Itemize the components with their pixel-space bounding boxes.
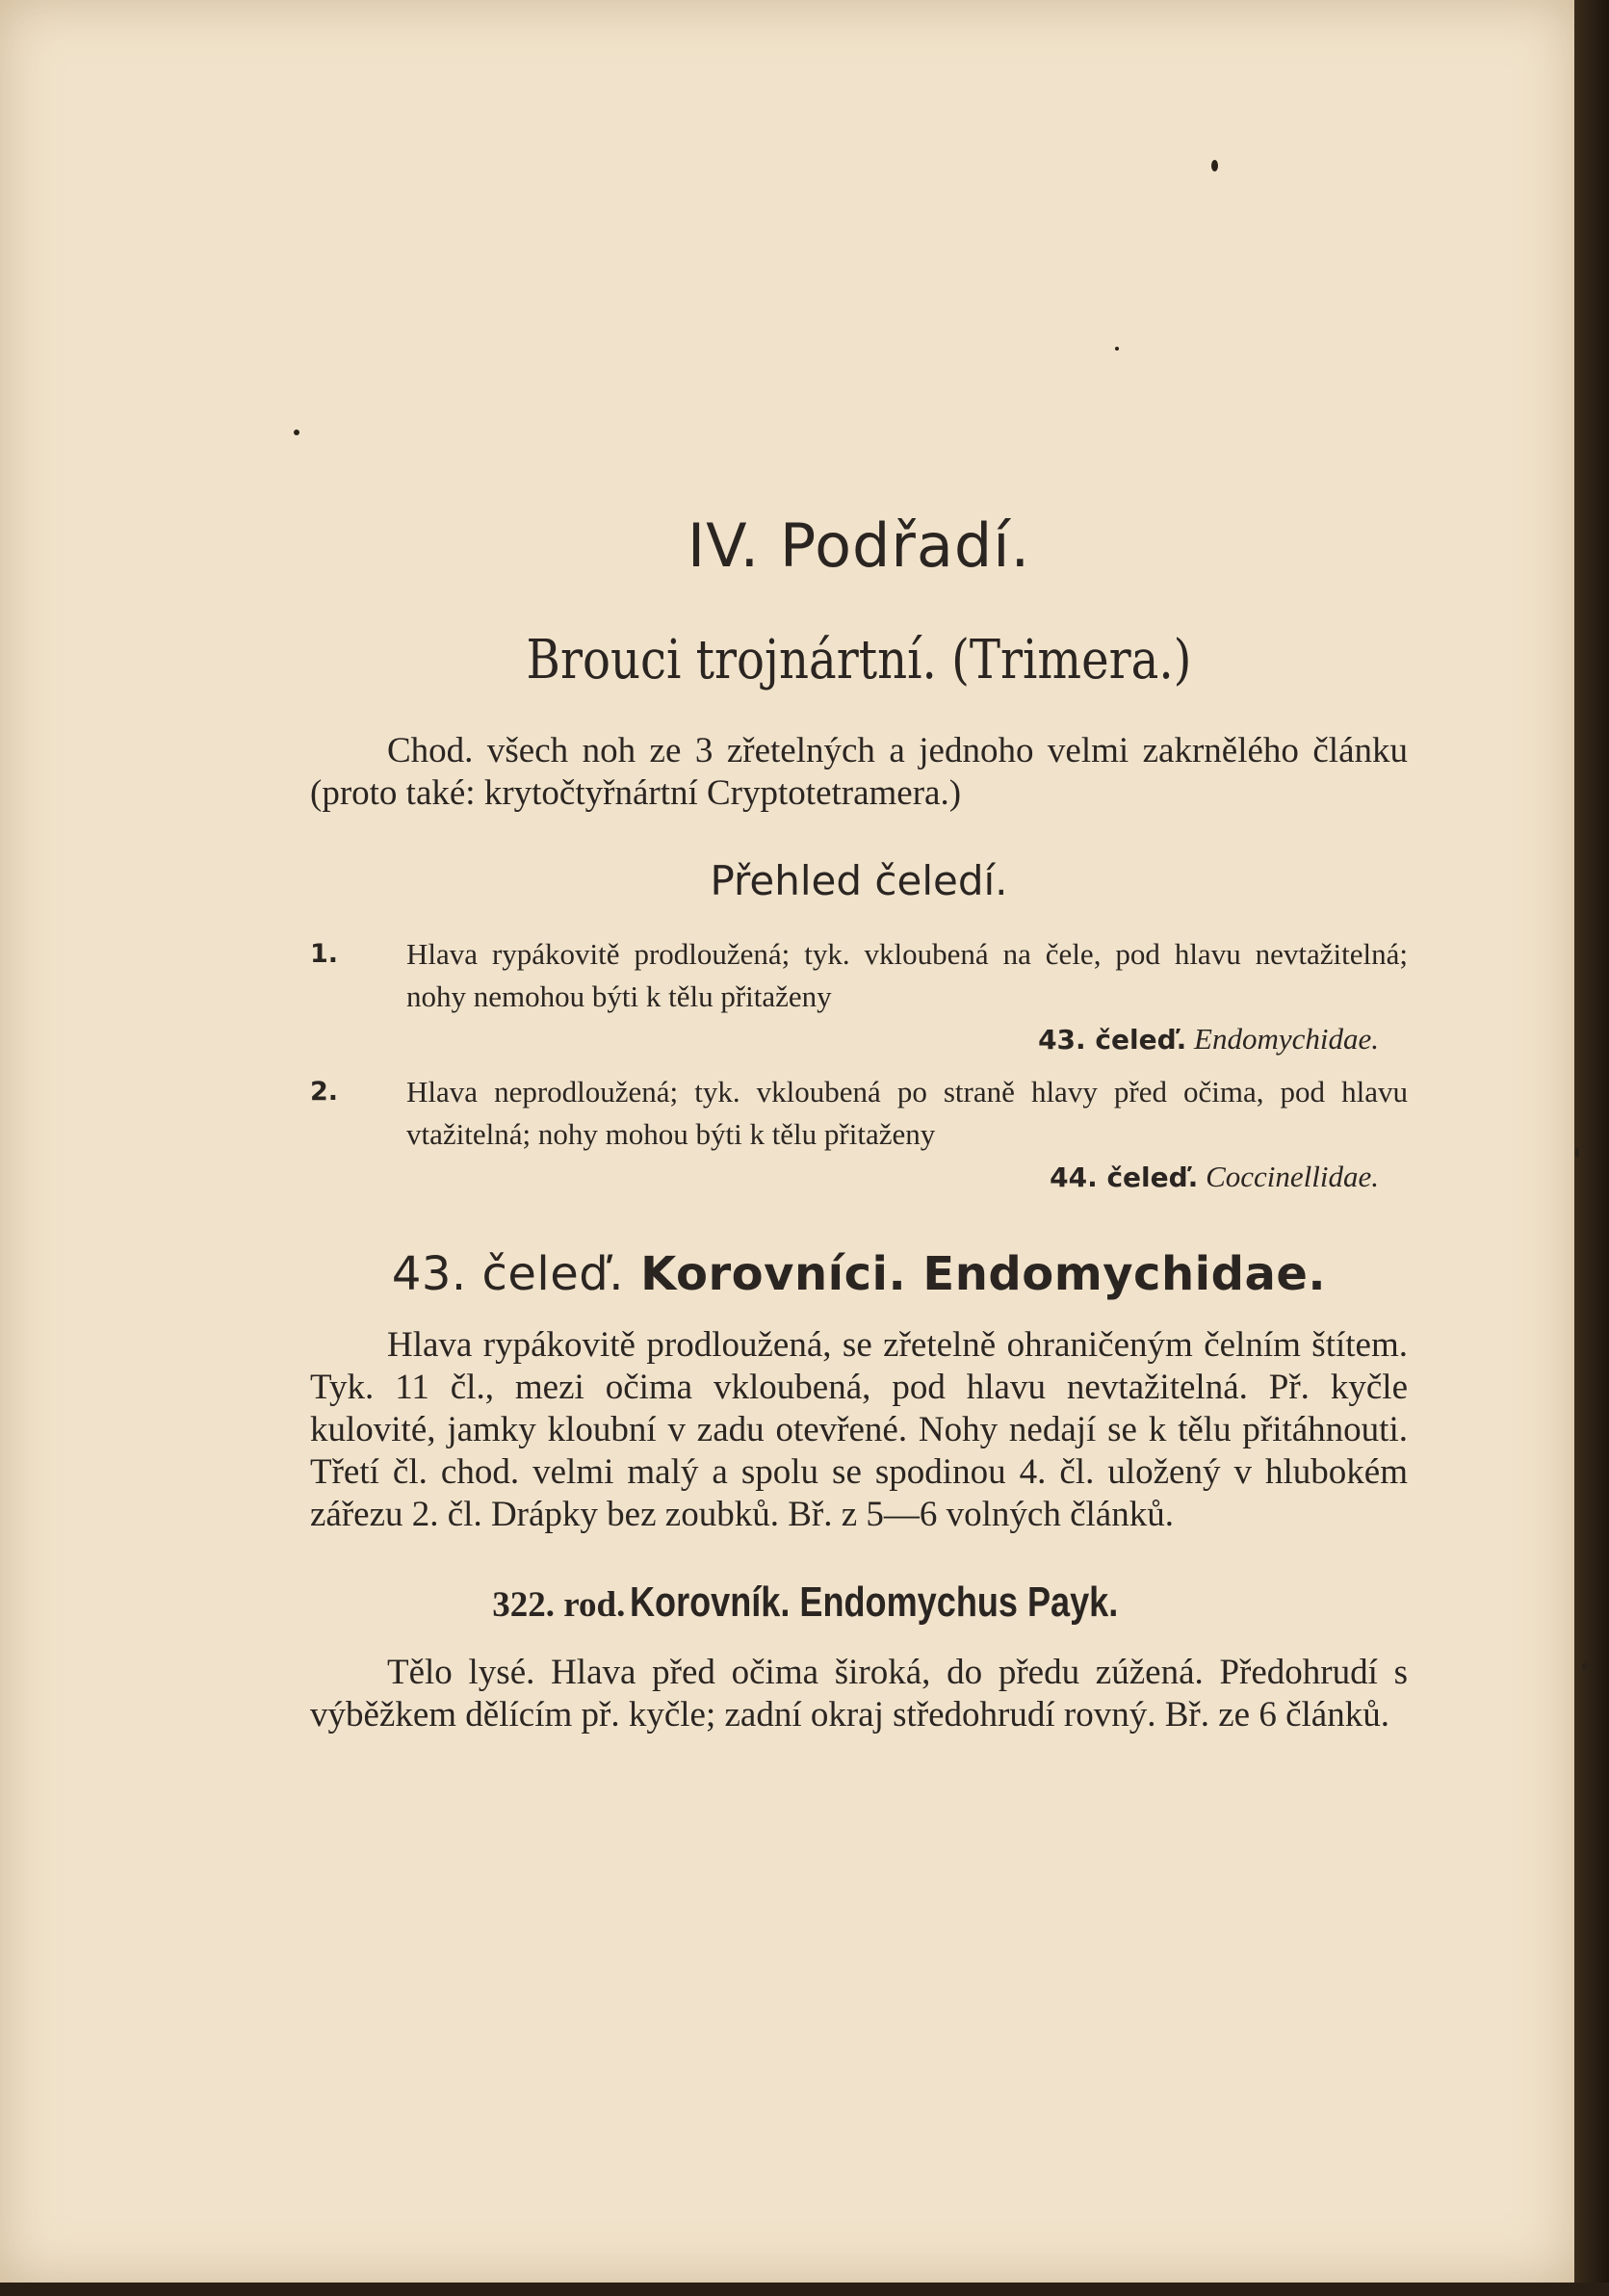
result-family-name: Coccinellidae. [1206, 1160, 1379, 1193]
page-content [310, 510, 1408, 1736]
key-item [310, 933, 1408, 1061]
family-title [310, 1247, 1408, 1301]
family-description: Hlava rypákovitě prodloužená, se zřetelně ohraničeným čelním štítem. Tyk. 11 čl., mezi očima vkloubená, pod hlavu nevtažitelná. Př. kyčle kulovité, jamky kloubní v zadu otevřené. Nohy nedají se k tělu přitáhnouti. Třetí čl. chod. velmi malý a spolu se spodinou 4. čl. uložený v hlubokém zářezu 2. čl. Drápky bez zoubků. Bř. z 5—6 volných článků. [310, 1325, 1408, 1534]
suborder-description: Chod. všech noh ze 3 zřetelných a jednoho velmi zakrnělého článku (proto také: krytočtyřnártní Cryptotetramera.) [310, 731, 1408, 813]
overview-title: Přehled čeledí. [710, 857, 1008, 904]
genus-title [310, 1578, 1408, 1627]
result-family-label: 43. čeleď. [1038, 1024, 1187, 1056]
key-item [310, 1071, 1408, 1199]
key-item-text: Hlava neprodloužená; tyk. vkloubená po straně hlavy před očima, pod hlavu vtažitelná; nohy mohou býti k tělu přitaženy [406, 1075, 1408, 1151]
ink-speck [1115, 347, 1119, 351]
key-item-text: Hlava rypákovitě prodloužená; tyk. vkloubená na čele, pod hlavu nevtažitelná; nohy nemohou býti k tělu přitaženy [406, 937, 1408, 1013]
genus-description: Tělo lysé. Hlava před očima široká, do předu zúžená. Předohrudí s výběžkem dělícím př. kyčle; zadní okraj středohrudí rovný. Bř. ze 6 článků. [310, 1653, 1408, 1735]
suborder-title: Brouci trojnártní. (Trimera.) [526, 629, 1192, 691]
ink-speck [1582, 1662, 1588, 1670]
key-item-number: 1. [310, 939, 339, 969]
genus-name: Korovník. Endomychus Payk. [630, 1578, 1119, 1626]
ink-speck [1211, 160, 1218, 171]
key-item-result [406, 1018, 1408, 1061]
ink-speck [294, 430, 299, 435]
genus-prefix: 322. rod. [492, 1585, 626, 1625]
page-bottom-edge [0, 2283, 1609, 2296]
page-edge-shadow [1574, 0, 1609, 2296]
key-item-number: 2. [310, 1077, 339, 1107]
result-family-name: Endomychidae. [1194, 1022, 1379, 1056]
part-title: IV. Podřadí. [687, 510, 1031, 581]
family-name: Korovníci. Endomychidae. [640, 1247, 1327, 1301]
result-family-label: 44. čeleď. [1050, 1161, 1199, 1193]
ink-speck [1575, 1148, 1579, 1158]
family-number: 43. čeleď. [391, 1247, 624, 1301]
key-item-result [406, 1156, 1408, 1199]
